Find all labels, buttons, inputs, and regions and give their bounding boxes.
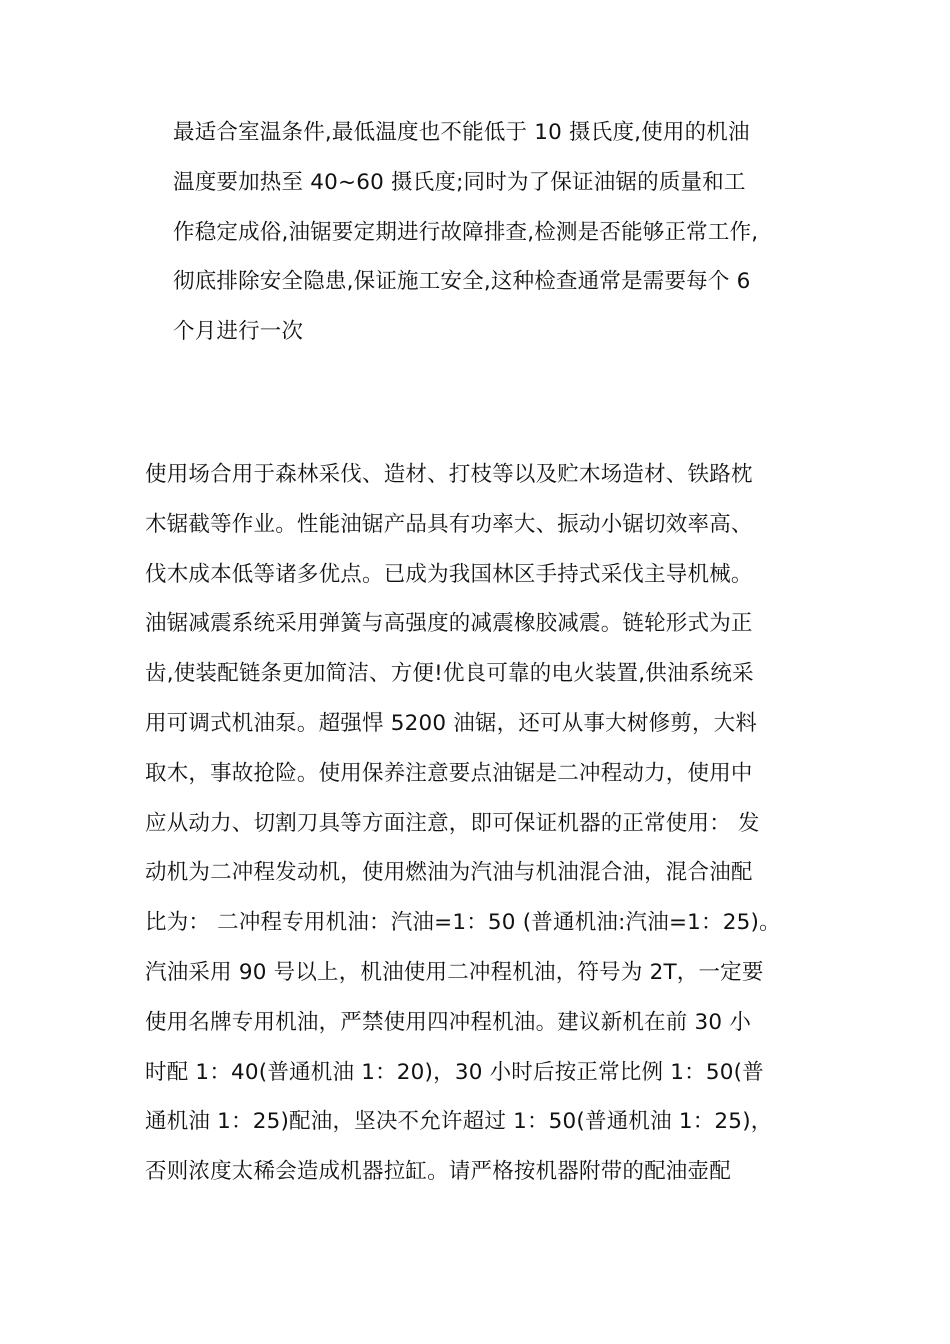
text-line: 通机油 1：25)配油，坚决不允许超过 1：50(普通机油 1：25)，: [145, 1109, 773, 1135]
text-line: 汽油采用 90 号以上，机油使用二冲程机油，符号为 2T，一定要: [145, 959, 764, 985]
text-line: 温度要加热至 40~60 摄氏度;同时为了保证油锯的质量和工: [173, 169, 746, 195]
text-line: 伐木成本低等诸多优点。已成为我国林区手持式采伐主导机械。: [145, 561, 753, 587]
text-line: 用可调式机油泵。超强悍 5200 油锯，还可从事大树修剪，大料: [145, 710, 758, 736]
text-line: 油锯减震系统采用弹簧与高强度的减震橡胶减震。链轮形式为正: [145, 611, 753, 637]
paragraph-maintenance-conditions: [173, 108, 823, 357]
text-line: 应从动力、切割刀具等方面注意，即可保证机器的正常使用： 发: [145, 810, 760, 836]
text-line: 使用名牌专用机油，严禁使用四冲程机油。建议新机在前 30 小: [145, 1009, 752, 1035]
text-line: 比为： 二冲程专用机油：汽油=1：50 (普通机油:汽油=1：25)。: [145, 910, 781, 936]
paragraph-usage-and-fuel-mixing: [145, 450, 825, 1197]
text-line: 动机为二冲程发动机，使用燃油为汽油与机油混合油，混合油配: [145, 860, 753, 886]
text-line: 时配 1：40(普通机油 1：20)，30 小时后按正常比例 1：50(普: [145, 1059, 764, 1085]
text-line: 最适合室温条件,最低温度也不能低于 10 摄氏度,使用的机油: [173, 120, 750, 145]
text-line: 作稳定成俗,油锯要定期进行故障排查,检测是否能够正常工作,: [173, 219, 759, 245]
text-line: 个月进行一次: [173, 319, 304, 345]
text-line: 彻底排除安全隐患,保证施工安全,这种检查通常是需要每个 6: [173, 269, 751, 295]
text-line: 取木，事故抢险。使用保养注意要点油锯是二冲程动力，使用中: [145, 760, 753, 786]
text-line: 否则浓度太稀会造成机器拉缸。请严格按机器附带的配油壶配: [145, 1159, 731, 1185]
text-line: 使用场合用于森林采伐、造材、打枝等以及贮木场造材、铁路枕: [145, 462, 753, 487]
text-line: 齿,使装配链条更加简洁、方便!优良可靠的电火装置,供油系统采: [145, 661, 754, 687]
text-line: 木锯截等作业。性能油锯产品具有功率大、振动小锯切效率高、: [145, 511, 753, 537]
